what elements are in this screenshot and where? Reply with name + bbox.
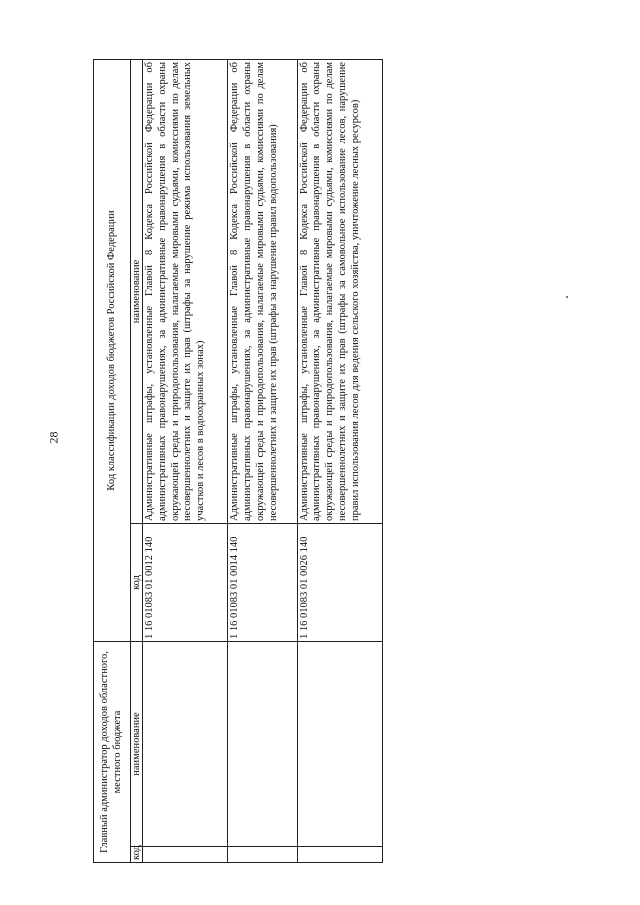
header-admin-group: Главный администратор доходов областного, местного бюджета <box>94 641 131 862</box>
table-row <box>143 59 228 862</box>
page-number: 28 <box>46 431 61 444</box>
revenue-classification-table <box>93 59 383 863</box>
row-class-code: 1 16 01083 01 0014 140 <box>228 523 297 641</box>
row-class-code: 1 16 01083 01 0012 140 <box>143 523 228 641</box>
row-class-name: Административные штрафы, установленные Главой 8 Кодекса Российской Федерации об административных правонарушениях, за административные правонарушения в области охраны окружающей среды и природопользования, налагаемые мировыми судьями, комиссиями по делам несовершеннолетних и защите их прав (штрафы за нарушение режима использования земельных участков и лесов в водоохранных зонах) <box>143 59 228 523</box>
row-admin-code <box>143 847 228 863</box>
header-classification-group: Код классификации доходов бюджетов Российской Федерации <box>94 59 131 641</box>
row-admin-name <box>228 641 297 846</box>
rotated-table-container <box>93 60 383 863</box>
header-admin-code: код <box>131 847 143 863</box>
table-row <box>297 59 382 862</box>
header-admin-name: наименование <box>131 641 143 846</box>
row-class-name: Административные штрафы, установленные Главой 8 Кодекса Российской Федерации об административных правонарушениях, за административные правонарушения в области охраны окружающей среды и природопользования, налагаемые мировыми судьями, комиссиями по делам несовершеннолетних и защите их прав (штрафы за нарушение правил водопользования) <box>228 59 297 523</box>
table-row <box>228 59 297 862</box>
scan-speck <box>566 296 568 298</box>
header-class-code: код <box>131 523 143 641</box>
row-class-name: Административные штрафы, установленные Главой 8 Кодекса Российской Федерации об административных правонарушениях, за административные правонарушения в области охраны окружающей среды и природопользования, налагаемые мировыми судьями, комиссиями по делам несовершеннолетних и защите их прав (штрафы за самовольное использование лесов, нарушение правил использования лесов для ведения сельского хозяйства, уничтожение лесных ресурсов) <box>297 59 382 523</box>
row-admin-name <box>143 641 228 846</box>
table-subheader-row <box>131 59 143 862</box>
header-class-name: наименование <box>131 59 143 523</box>
row-class-code: 1 16 01083 01 0026 140 <box>297 523 382 641</box>
row-admin-name <box>297 641 382 846</box>
row-admin-code <box>228 847 297 863</box>
row-admin-code <box>297 847 382 863</box>
table-header-row <box>94 59 131 862</box>
